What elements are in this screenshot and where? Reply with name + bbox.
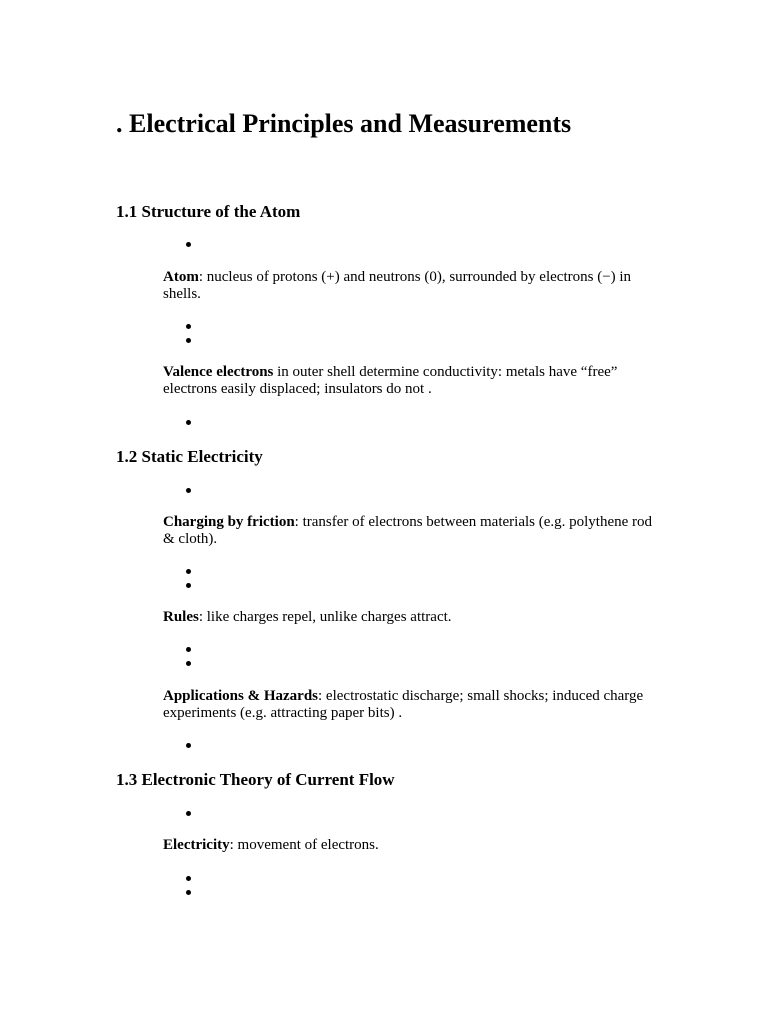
bullet-marker (184, 809, 192, 817)
bullet-marker (184, 418, 192, 426)
document-title: . Electrical Principles and Measurements (116, 109, 572, 138)
bullet-marker (184, 240, 192, 248)
bullet-marker (184, 581, 192, 589)
bullet-marker (184, 322, 192, 330)
term-electricity: Electricity (163, 837, 230, 853)
text-electricity: : movement of electrons. (229, 837, 379, 853)
paragraph-rules (163, 609, 663, 626)
section-heading-structure-of-atom: 1.1 Structure of the Atom (116, 202, 301, 221)
bullet-marker (184, 659, 192, 667)
text-charging-by-friction: : transfer of electrons between materials (e.g. polythene rod & cloth). (163, 514, 653, 547)
paragraph-electricity (163, 837, 663, 854)
section-heading-electronic-theory: 1.3 Electronic Theory of Current Flow (116, 770, 395, 789)
paragraph-applications-hazards (163, 688, 663, 722)
term-atom: Atom (163, 269, 199, 285)
section-heading-static-electricity: 1.2 Static Electricity (116, 447, 263, 466)
paragraph-atom (163, 269, 663, 303)
bullet-marker (184, 741, 192, 749)
term-applications-hazards: Applications & Hazards (163, 688, 319, 704)
bullet-marker (184, 336, 192, 344)
text-valence-electrons: in outer shell determine conductivity: metals have “free” electrons easily displaced; insulators do not . (163, 364, 618, 397)
text-applications-hazards: : electrostatic discharge; small shocks; induced charge experiments (e.g. attracting paper bits) . (163, 688, 644, 721)
term-valence-electrons: Valence electrons (163, 364, 274, 380)
paragraph-valence-electrons (163, 364, 663, 398)
bullet-marker (184, 888, 192, 896)
bullet-marker (184, 645, 192, 653)
term-rules: Rules (163, 609, 199, 625)
bullet-marker (184, 874, 192, 882)
paragraph-charging-by-friction (163, 514, 663, 548)
bullet-marker (184, 486, 192, 494)
bullet-marker (184, 567, 192, 575)
text-rules: : like charges repel, unlike charges attract. (198, 609, 452, 625)
term-charging-by-friction: Charging by friction (163, 514, 295, 530)
text-atom: : nucleus of protons (+) and neutrons (0), surrounded by electrons (−) in shells. (163, 269, 632, 302)
